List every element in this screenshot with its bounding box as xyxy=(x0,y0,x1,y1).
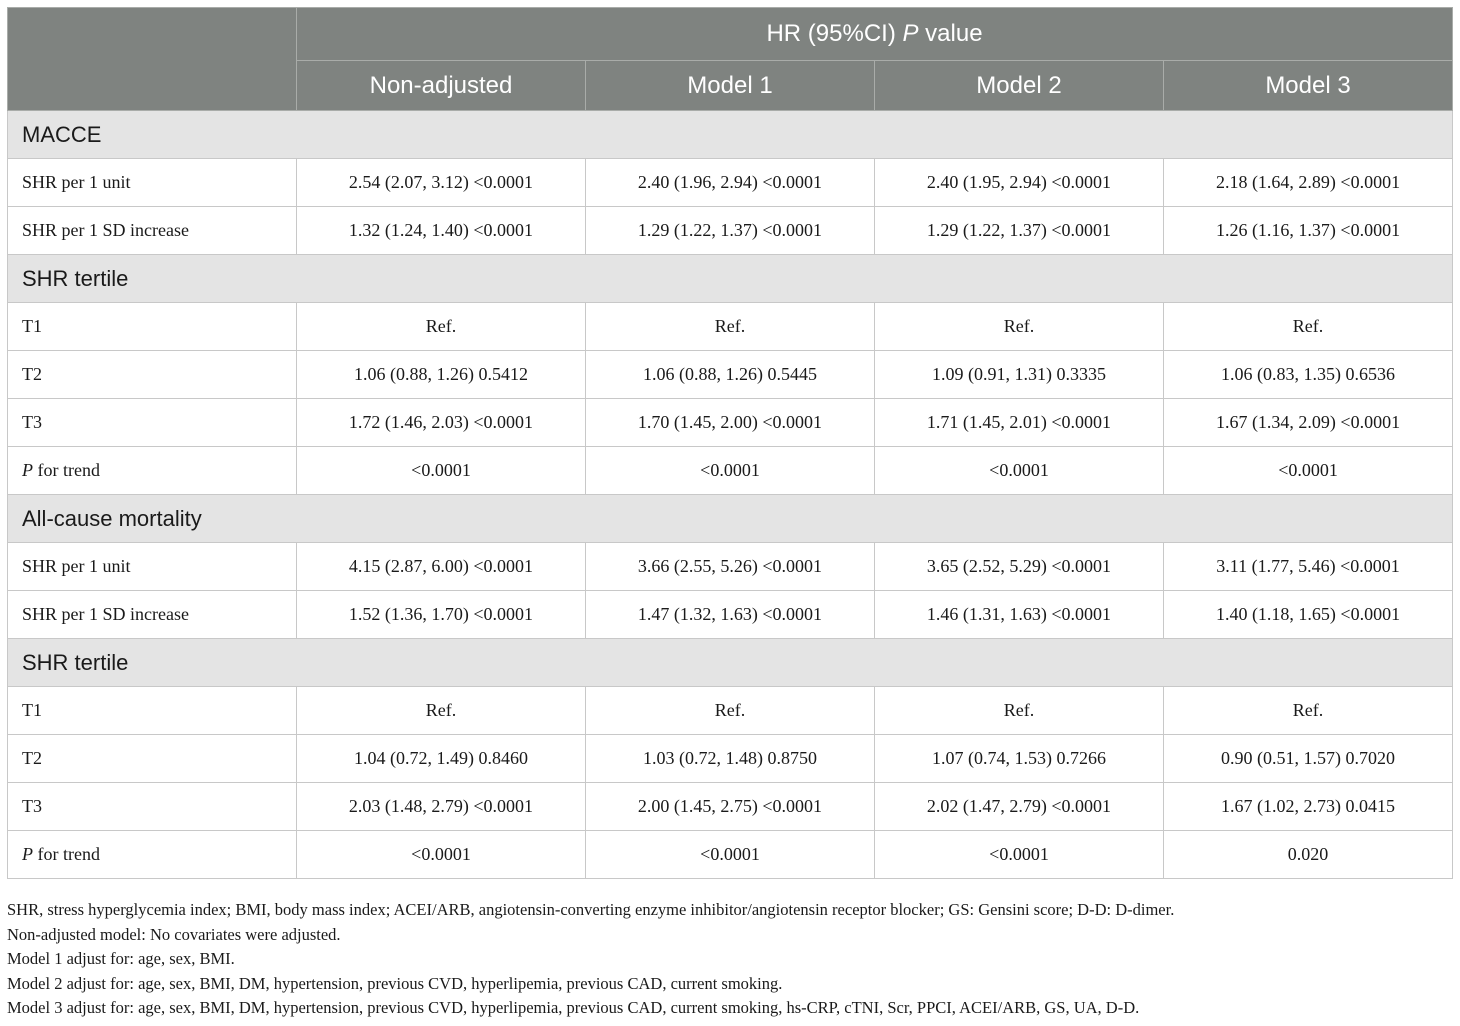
table-cell: 2.18 (1.64, 2.89) <0.0001 xyxy=(1164,159,1453,207)
table-cell: <0.0001 xyxy=(875,447,1164,495)
row-label xyxy=(8,783,297,831)
table-cell: 4.15 (2.87, 6.00) <0.0001 xyxy=(297,543,586,591)
footnote-model-2: Model 2 adjust for: age, sex, BMI, DM, hypertension, previous CVD, hyperlipemia, previous CAD, current smoking. xyxy=(7,973,783,993)
section-row xyxy=(8,495,1453,543)
table-cell: Ref. xyxy=(875,687,1164,735)
table-row xyxy=(8,303,1453,351)
table-cell: <0.0001 xyxy=(875,831,1164,879)
table-row xyxy=(8,687,1453,735)
row-label-text: T1 xyxy=(22,700,42,720)
table-cell: 2.02 (1.47, 2.79) <0.0001 xyxy=(875,783,1164,831)
row-label-text: T2 xyxy=(22,364,42,384)
table-cell: 3.66 (2.55, 5.26) <0.0001 xyxy=(586,543,875,591)
section-row xyxy=(8,639,1453,687)
table-cell: Ref. xyxy=(1164,687,1453,735)
table-cell: 1.52 (1.36, 1.70) <0.0001 xyxy=(297,591,586,639)
row-label-text: T3 xyxy=(22,412,42,432)
row-label-text: for trend xyxy=(33,460,100,480)
footnote-model-3: Model 3 adjust for: age, sex, BMI, DM, hypertension, previous CVD, hyperlipemia, previous CAD, current smoking, hs-CRP, cTNI, Scr, PPCI, ACEI/ARB, GS, UA, D-D. xyxy=(7,998,1140,1017)
table-cell: 1.26 (1.16, 1.37) <0.0001 xyxy=(1164,207,1453,255)
table-cell: 1.04 (0.72, 1.49) 0.8460 xyxy=(297,735,586,783)
footnote-non-adjusted: Non-adjusted model: No covariates were adjusted. xyxy=(7,924,341,944)
footnote-abbreviations: SHR, stress hyperglycemia index; BMI, body mass index; ACEI/ARB, angiotensin-converting enzyme inhibitor/angiotensin receptor blocker; GS: Gensini score; D-D: D-dimer. xyxy=(7,900,1175,919)
table-cell: 1.29 (1.22, 1.37) <0.0001 xyxy=(586,207,875,255)
row-label-text: T3 xyxy=(22,796,42,816)
section-row xyxy=(8,255,1453,303)
table-cell: Ref. xyxy=(586,687,875,735)
row-label xyxy=(8,687,297,735)
row-label-text: SHR per 1 SD increase xyxy=(22,604,189,624)
table-cell: 1.70 (1.45, 2.00) <0.0001 xyxy=(586,399,875,447)
table-row xyxy=(8,399,1453,447)
row-label xyxy=(8,399,297,447)
table-cell: 1.71 (1.45, 2.01) <0.0001 xyxy=(875,399,1164,447)
table-row xyxy=(8,831,1453,879)
table-body xyxy=(8,111,1453,879)
table-cell: 0.90 (0.51, 1.57) 0.7020 xyxy=(1164,735,1453,783)
table-cell: <0.0001 xyxy=(1164,447,1453,495)
table-cell: 1.06 (0.88, 1.26) 0.5445 xyxy=(586,351,875,399)
table-cell: Ref. xyxy=(297,303,586,351)
table-cell: 2.54 (2.07, 3.12) <0.0001 xyxy=(297,159,586,207)
row-label-text: SHR per 1 SD increase xyxy=(22,220,189,240)
table-cell: 2.03 (1.48, 2.79) <0.0001 xyxy=(297,783,586,831)
row-label xyxy=(8,735,297,783)
table-cell: 2.40 (1.95, 2.94) <0.0001 xyxy=(875,159,1164,207)
row-label xyxy=(8,543,297,591)
table-cell: <0.0001 xyxy=(297,447,586,495)
table-cell: 1.06 (0.88, 1.26) 0.5412 xyxy=(297,351,586,399)
row-label xyxy=(8,591,297,639)
table-row xyxy=(8,351,1453,399)
table-cell: 1.06 (0.83, 1.35) 0.6536 xyxy=(1164,351,1453,399)
table-row xyxy=(8,207,1453,255)
table-row xyxy=(8,447,1453,495)
table-row xyxy=(8,591,1453,639)
row-label xyxy=(8,831,297,879)
table-cell: 1.72 (1.46, 2.03) <0.0001 xyxy=(297,399,586,447)
row-label-text: T2 xyxy=(22,748,42,768)
column-header-model-2: Model 2 xyxy=(875,61,1164,111)
hazard-ratio-table xyxy=(7,7,1453,879)
table-cell: 1.09 (0.91, 1.31) 0.3335 xyxy=(875,351,1164,399)
table-cell: 3.65 (2.52, 5.29) <0.0001 xyxy=(875,543,1164,591)
section-title: SHR tertile xyxy=(8,255,1453,303)
header-row-group xyxy=(8,8,1453,61)
table-row xyxy=(8,543,1453,591)
table-cell: 1.32 (1.24, 1.40) <0.0001 xyxy=(297,207,586,255)
table-cell: 3.11 (1.77, 5.46) <0.0001 xyxy=(1164,543,1453,591)
header-corner-cell xyxy=(8,8,297,111)
group-label-italic: P xyxy=(902,20,919,47)
section-row xyxy=(8,111,1453,159)
column-header-model-1: Model 1 xyxy=(586,61,875,111)
table-cell: 1.47 (1.32, 1.63) <0.0001 xyxy=(586,591,875,639)
table-row xyxy=(8,735,1453,783)
table-row xyxy=(8,159,1453,207)
table-cell: 2.40 (1.96, 2.94) <0.0001 xyxy=(586,159,875,207)
row-label xyxy=(8,447,297,495)
group-label-tail: value xyxy=(918,20,983,47)
results-table-container xyxy=(7,7,1453,879)
row-label xyxy=(8,351,297,399)
table-cell: Ref. xyxy=(875,303,1164,351)
table-cell: 1.40 (1.18, 1.65) <0.0001 xyxy=(1164,591,1453,639)
table-cell: Ref. xyxy=(1164,303,1453,351)
header-group-label xyxy=(297,8,1453,61)
table-cell: 1.67 (1.02, 2.73) 0.0415 xyxy=(1164,783,1453,831)
table-cell: <0.0001 xyxy=(297,831,586,879)
section-title: MACCE xyxy=(8,111,1453,159)
table-cell: 1.07 (0.74, 1.53) 0.7266 xyxy=(875,735,1164,783)
footnote-model-1: Model 1 adjust for: age, sex, BMI. xyxy=(7,949,235,968)
footnotes xyxy=(7,898,1453,1021)
row-label-text: for trend xyxy=(33,844,100,864)
row-label-text: T1 xyxy=(22,316,42,336)
table-cell: Ref. xyxy=(297,687,586,735)
table-cell: 2.00 (1.45, 2.75) <0.0001 xyxy=(586,783,875,831)
row-label-text: SHR per 1 unit xyxy=(22,556,131,576)
table-cell: 1.46 (1.31, 1.63) <0.0001 xyxy=(875,591,1164,639)
table-cell: Ref. xyxy=(586,303,875,351)
table-cell: 1.03 (0.72, 1.48) 0.8750 xyxy=(586,735,875,783)
column-header-model-3: Model 3 xyxy=(1164,61,1453,111)
table-row xyxy=(8,783,1453,831)
table-cell: 0.020 xyxy=(1164,831,1453,879)
row-label xyxy=(8,303,297,351)
table-cell: 1.29 (1.22, 1.37) <0.0001 xyxy=(875,207,1164,255)
table-cell: <0.0001 xyxy=(586,831,875,879)
group-label-text: HR (95%CI) xyxy=(766,20,903,47)
table-cell: 1.67 (1.34, 2.09) <0.0001 xyxy=(1164,399,1453,447)
row-label-text: SHR per 1 unit xyxy=(22,172,131,192)
section-title: SHR tertile xyxy=(8,639,1453,687)
section-title: All-cause mortality xyxy=(8,495,1453,543)
row-label xyxy=(8,207,297,255)
column-header-non-adjusted: Non-adjusted xyxy=(297,61,586,111)
row-label-italic: P xyxy=(22,460,33,480)
row-label xyxy=(8,159,297,207)
row-label-italic: P xyxy=(22,844,33,864)
table-cell: <0.0001 xyxy=(586,447,875,495)
